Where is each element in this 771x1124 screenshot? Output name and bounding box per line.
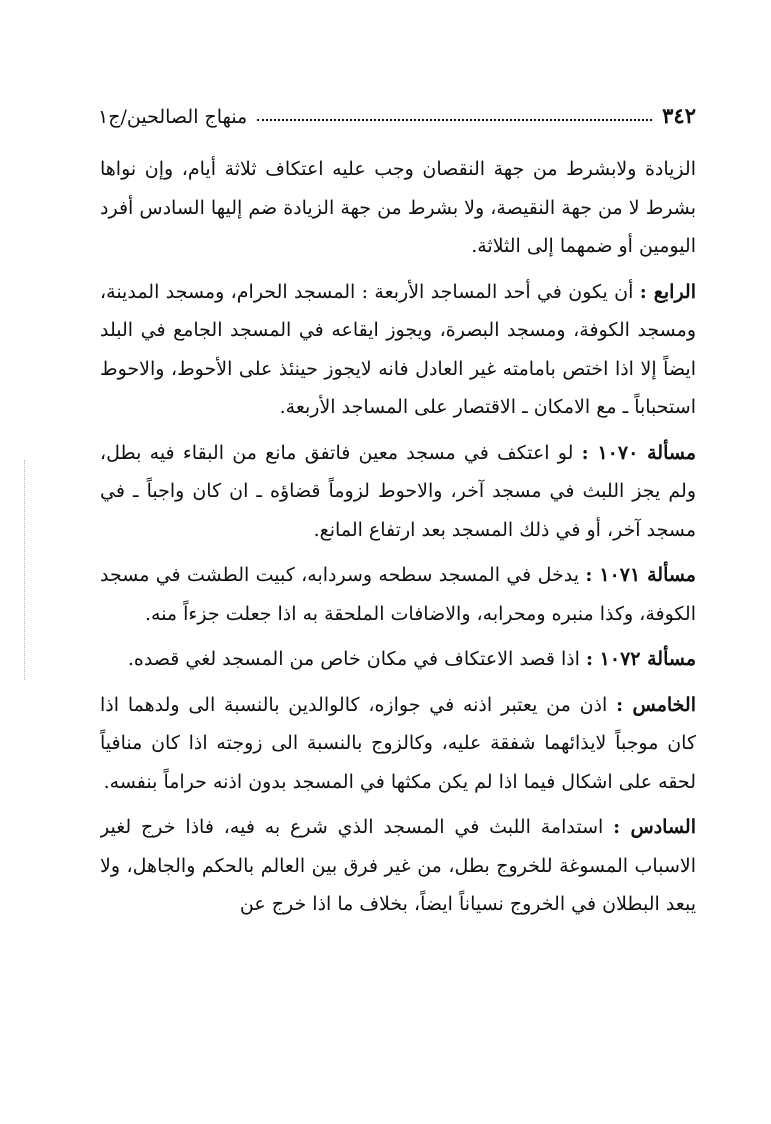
paragraph-text: لو اعتكف في مسجد معين فاتفق مانع من البقاء فيه بطل، ولم يجز اللبث في مسجد آخر، والاحوط لزوماً قضاؤه ـ ان كان واجباً ـ في مسجد آخر، أو في ذلك المسجد بعد ارتفاع المانع.: [100, 441, 696, 541]
paragraph-text: أن يكون في أحد المساجد الأربعة : المسجد الحرام، ومسجد المدينة، ومسجد الكوفة، ومسجد البصرة، ويجوز ايقاعه في المسجد الجامع في البلد ايضاً إلا اذا اختص بامامته غير العادل فانه لايجوز حينئذ على الأحوط، والاحوط استحباباً ـ مع الامكان ـ الاقتصار على المساجد الأربعة.: [100, 280, 696, 418]
paragraph-lead: مسألة ١٠٧٠ :: [581, 441, 696, 464]
page-header: [98, 96, 696, 128]
paragraph-issue-1072: [100, 640, 696, 679]
scan-margin-mark: [24, 460, 26, 680]
page-body: [100, 150, 696, 1110]
dotted-leader: [257, 119, 652, 121]
paragraph-condition-sixth: [100, 808, 696, 924]
paragraph-issue-1070: [100, 434, 696, 550]
paragraph-condition-fourth: [100, 273, 696, 427]
paragraph-lead: الخامس :: [616, 693, 696, 716]
paragraph-issue-1071: [100, 556, 696, 633]
paragraph-continuation: [100, 150, 696, 266]
paragraph-text: اذا قصد الاعتكاف في مكان خاص من المسجد لغي قصده.: [127, 648, 587, 670]
paragraph-lead: السادس :: [613, 816, 696, 838]
running-title: منهاج الصالحين/ج١: [98, 106, 248, 128]
paragraph-lead: الرابع :: [639, 280, 696, 303]
page-number: ٣٤٢: [662, 103, 696, 128]
paragraph-lead: مسألة ١٠٧١ :: [585, 564, 696, 586]
paragraph-text: استدامة اللبث في المسجد الذي شرع به فيه، فاذا خرج لغير الاسباب المسوغة للخروج بطل، من غير فرق بين العالم بالحكم والجاهل، ولا يبعد البطلان في الخروج نسياناً ايضاً، بخلاف ما اذا خرج عن: [100, 816, 696, 915]
paragraph-text: اذن من يعتبر اذنه في جوازه، كالوالدين بالنسبة الى ولدهما اذا كان موجباً لايذائهما شفقة عليه، وكالزوج بالنسبة الى زوجته اذا كان منافياً لحقه على اشكال فيما اذا لم يكن مكثها في المسجد بدون اذنه حراماً بنفسه.: [100, 693, 696, 793]
paragraph-condition-fifth: [100, 686, 696, 802]
paragraph-lead: مسألة ١٠٧٢ :: [586, 648, 696, 670]
paragraph-text: الزيادة ولابشرط من جهة النقصان وجب عليه اعتكاف ثلاثة أيام، وإن نواها بشرط لا من جهة النقيصة، ولا بشرط من جهة الزيادة ضم إليها السادس أفرد اليومين أو ضمهما إلى الثلاثة.: [100, 158, 696, 257]
paragraph-text: يدخل في المسجد سطحه وسردابه، كبيت الطشت في مسجد الكوفة، وكذا منبره ومحرابه، والاضافات الملحقة به اذا جعلت جزءاً منه.: [100, 564, 696, 625]
